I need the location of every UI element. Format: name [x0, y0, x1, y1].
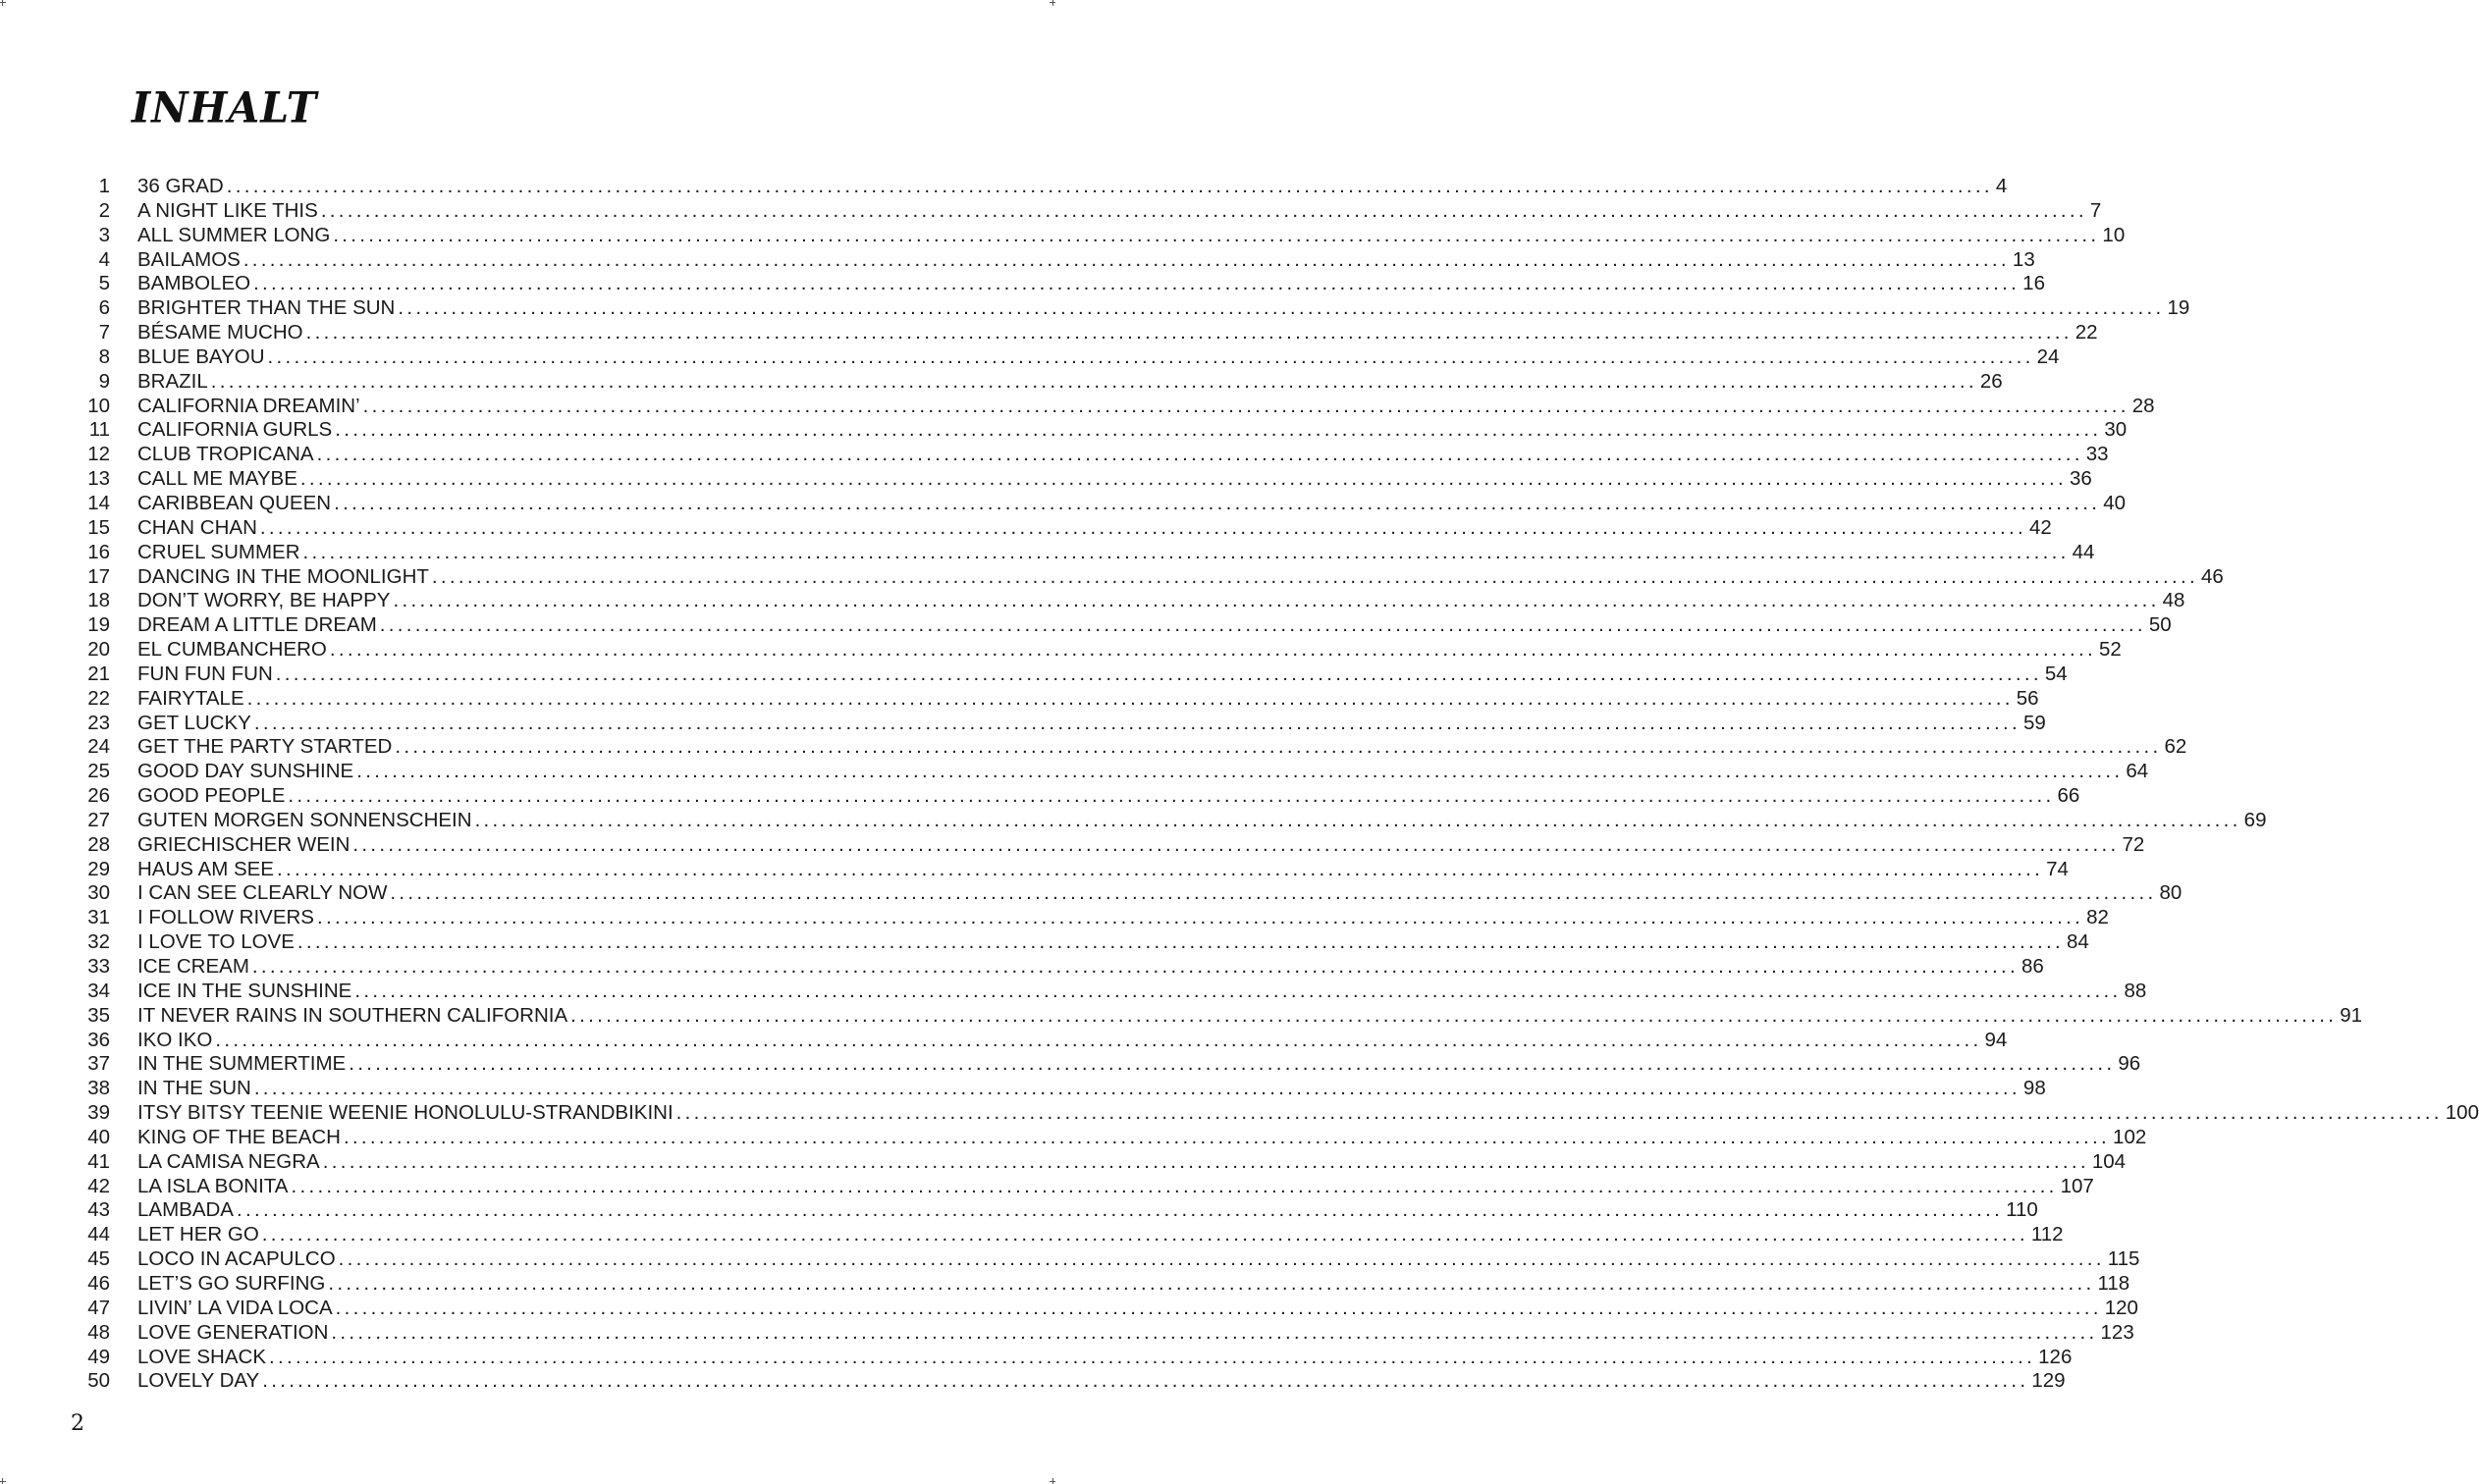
entry-number: 8: [98, 344, 110, 368]
dot-leader: ........................................................................................................................................................................................................: [269, 1345, 2036, 1368]
entry-page: 98: [2022, 1077, 2046, 1100]
entry-number: 13: [87, 467, 110, 491]
entry-page: 66: [2057, 784, 2080, 808]
dot-leader: ........................................................................................................................................................................................................: [334, 491, 2101, 514]
entry-title: GRIECHISCHER WEIN: [137, 832, 350, 856]
entry-page: 110: [2006, 1198, 2038, 1222]
dot-leader: ........................................................................................................................................................................................................: [349, 1052, 2116, 1076]
toc-entry[interactable]: [79, 686, 2039, 712]
dot-leader: ........................................................................................................................................................................................................: [343, 1125, 2111, 1148]
entry-number: 34: [87, 979, 110, 1002]
toc-entry[interactable]: [79, 443, 2109, 467]
entry-page: 107: [2060, 1174, 2094, 1197]
dot-leader: ........................................................................................................................................................................................................: [277, 857, 2044, 880]
dot-leader: ........................................................................................................................................................................................................: [390, 881, 2157, 905]
entry-number: 32: [87, 930, 110, 954]
table-of-contents: [79, 175, 2479, 1394]
dot-leader: ........................................................................................................................................................................................................: [335, 418, 2102, 442]
entry-title: A NIGHT LIKE THIS: [137, 198, 318, 222]
toc-entry[interactable]: [79, 1369, 2066, 1394]
entry-title: ICE CREAM: [137, 955, 249, 978]
entry-page: 24: [2036, 344, 2060, 368]
toc-entry[interactable]: [79, 198, 2102, 224]
toc-entry[interactable]: [79, 1125, 2147, 1150]
entry-page: 72: [2122, 832, 2145, 856]
toc-entry[interactable]: [79, 1223, 2064, 1247]
entry-page: 46: [2201, 564, 2224, 588]
entry-title: IKO IKO: [137, 1028, 213, 1051]
dot-leader: ........................................................................................................................................................................................................: [354, 979, 2122, 1002]
entry-number: 15: [87, 515, 110, 539]
toc-entry[interactable]: [79, 1296, 2138, 1321]
entry-page: 48: [2162, 589, 2185, 612]
entry-title: CALIFORNIA GURLS: [137, 418, 333, 442]
entry-number: 28: [87, 832, 110, 856]
entry-number: 10: [87, 394, 110, 417]
entry-page: 56: [2016, 686, 2039, 710]
entry-number: 35: [87, 1003, 110, 1027]
entry-number: 1: [98, 175, 110, 197]
entry-page: 104: [2091, 1149, 2127, 1173]
toc-entry[interactable]: [79, 808, 2267, 833]
dot-leader: ........................................................................................................................................................................................................: [296, 930, 2065, 954]
toc-entry[interactable]: [79, 979, 2147, 1004]
entry-page: 88: [2124, 979, 2147, 1002]
entry-page: 22: [2075, 321, 2098, 344]
toc-entry[interactable]: [79, 1149, 2127, 1175]
toc-entry[interactable]: [79, 491, 2126, 516]
dot-leader: ........................................................................................................................................................................................................: [356, 760, 2124, 783]
entry-number: 23: [87, 711, 110, 734]
entry-page: 120: [2104, 1296, 2138, 1319]
toc-entry[interactable]: [79, 418, 2128, 443]
dot-leader: ........................................................................................................................................................................................................: [395, 735, 2162, 759]
entry-page: 4: [1995, 175, 2008, 197]
entry-title: FUN FUN FUN: [137, 662, 273, 685]
dot-leader: ........................................................................................................................................................................................................: [333, 223, 2100, 246]
dot-leader: ........................................................................................................................................................................................................: [320, 198, 2087, 222]
dot-leader: ........................................................................................................................................................................................................: [253, 272, 2021, 295]
dot-leader: ........................................................................................................................................................................................................: [675, 1101, 2443, 1125]
dot-leader: ........................................................................................................................................................................................................: [288, 784, 2055, 808]
entry-number: 30: [87, 881, 110, 905]
crop-mark: [1052, 1478, 1053, 1484]
entry-page: 115: [2107, 1247, 2140, 1271]
toc-entry[interactable]: [79, 589, 2185, 613]
entry-page: 96: [2118, 1052, 2141, 1076]
entry-page: 69: [2243, 808, 2267, 831]
dot-leader: ........................................................................................................................................................................................................: [316, 443, 2083, 466]
entry-number: 6: [98, 296, 110, 320]
entry-number: 27: [87, 808, 110, 831]
entry-title: BAILAMOS: [137, 247, 241, 271]
toc-entry[interactable]: [79, 515, 2052, 541]
entry-number: 21: [87, 662, 110, 685]
entry-title: BLUE BAYOU: [137, 344, 265, 368]
entry-number: 41: [87, 1149, 110, 1173]
dot-leader: ........................................................................................................................................................................................................: [316, 906, 2084, 929]
dot-leader: ........................................................................................................................................................................................................: [302, 540, 2070, 563]
entry-title: 36 GRAD: [137, 175, 224, 197]
entry-page: 82: [2086, 906, 2109, 929]
entry-title: I FOLLOW RIVERS: [137, 906, 314, 929]
entry-number: 18: [87, 589, 110, 612]
dot-leader: ........................................................................................................................................................................................................: [253, 1077, 2021, 1100]
entry-number: 12: [87, 443, 110, 466]
entry-title: BÉSAME MUCHO: [137, 321, 303, 344]
toc-entry[interactable]: [79, 857, 2069, 882]
entry-page: 102: [2113, 1125, 2147, 1148]
toc-entry[interactable]: [79, 1077, 2046, 1101]
entry-title: I CAN SEE CLEARLY NOW: [137, 881, 388, 905]
entry-page: 62: [2164, 735, 2187, 759]
toc-entry[interactable]: [79, 321, 2098, 345]
entry-number: 33: [87, 955, 110, 978]
entry-page: 52: [2099, 638, 2122, 662]
entry-number: 22: [87, 686, 110, 710]
entry-title: IN THE SUN: [137, 1077, 251, 1100]
toc-entry[interactable]: [79, 955, 2044, 980]
entry-page: 118: [2097, 1271, 2130, 1295]
entry-title: CLUB TROPICANA: [137, 443, 314, 466]
entry-page: 59: [2022, 711, 2046, 734]
dot-leader: ........................................................................................................................................................................................................: [291, 1174, 2058, 1197]
toc-entry[interactable]: [79, 344, 2060, 370]
entry-number: 42: [87, 1174, 110, 1197]
entry-page: 7: [2089, 198, 2102, 222]
toc-entry[interactable]: [79, 906, 2109, 930]
entry-number: 45: [87, 1247, 110, 1271]
entry-number: 2: [98, 198, 110, 222]
entry-title: FAIRYTALE: [137, 686, 244, 710]
toc-entry[interactable]: [79, 467, 2092, 492]
entry-title: LOVE SHACK: [137, 1345, 267, 1368]
dot-leader: ........................................................................................................................................................................................................: [215, 1028, 1982, 1051]
toc-entry[interactable]: [79, 394, 2155, 419]
dot-leader: ........................................................................................................................................................................................................: [236, 1198, 2004, 1222]
entry-page: 44: [2072, 540, 2095, 563]
toc-entry[interactable]: [79, 711, 2046, 736]
crop-mark: [2, 0, 3, 6]
toc-entry[interactable]: [79, 662, 2068, 687]
entry-title: CALL ME MAYBE: [137, 467, 297, 491]
entry-number: 16: [87, 540, 110, 563]
entry-title: CRUEL SUMMER: [137, 540, 300, 563]
entry-number: 3: [98, 223, 110, 246]
entry-page: 112: [2030, 1223, 2064, 1246]
toc-entry[interactable]: [79, 175, 2008, 199]
dot-leader: ........................................................................................................................................................................................................: [393, 589, 2160, 612]
entry-page: 50: [2148, 613, 2172, 637]
entry-page: 30: [2104, 418, 2128, 442]
entry-page: 13: [2012, 247, 2035, 271]
entry-title: LA ISLA BONITA: [137, 1174, 289, 1197]
entry-number: 47: [87, 1296, 110, 1319]
toc-entry[interactable]: [79, 1174, 2094, 1199]
crop-mark: [2, 1478, 3, 1484]
toc-entry[interactable]: [79, 1052, 2141, 1077]
toc-entry[interactable]: [79, 540, 2095, 565]
page-title: INHALT: [132, 82, 318, 133]
entry-title: BRAZIL: [137, 369, 208, 393]
toc-entry[interactable]: [79, 1345, 2073, 1370]
dot-leader: ........................................................................................................................................................................................................: [331, 1320, 2098, 1344]
entry-page: 129: [2031, 1369, 2066, 1393]
entry-page: 16: [2022, 272, 2045, 295]
entry-title: GUTEN MORGEN SONNENSCHEIN: [137, 808, 472, 831]
entry-page: 94: [1984, 1028, 2008, 1051]
toc-entry[interactable]: [79, 832, 2145, 858]
dot-leader: ........................................................................................................................................................................................................: [253, 711, 2021, 734]
toc-entry[interactable]: [79, 1101, 2479, 1126]
entry-number: 24: [87, 735, 110, 759]
entry-title: KING OF THE BEACH: [137, 1125, 341, 1148]
entry-title: IN THE SUMMERTIME: [137, 1052, 347, 1076]
toc-entry[interactable]: [79, 1003, 2363, 1029]
entry-page: 86: [2021, 955, 2044, 978]
entry-title: LOCO IN ACAPULCO: [137, 1247, 336, 1271]
entry-number: 19: [87, 613, 110, 637]
dot-leader: ........................................................................................................................................................................................................: [328, 1271, 2095, 1295]
entry-title: HAUS AM SEE: [137, 857, 274, 880]
dot-leader: ........................................................................................................................................................................................................: [335, 1296, 2102, 1319]
toc-entry[interactable]: [79, 296, 2190, 321]
entry-title: DON’T WORRY, BE HAPPY: [137, 589, 391, 612]
toc-entry[interactable]: [79, 613, 2172, 638]
entry-title: I LOVE TO LOVE: [137, 930, 295, 954]
dot-leader: ........................................................................................................................................................................................................: [299, 467, 2068, 491]
dot-leader: ........................................................................................................................................................................................................: [243, 247, 2010, 271]
page-number: 2: [71, 1411, 84, 1436]
entry-title: GOOD DAY SUNSHINE: [137, 760, 354, 783]
dot-leader: ........................................................................................................................................................................................................: [261, 1223, 2028, 1246]
entry-title: EL CUMBANCHERO: [137, 638, 327, 662]
dot-leader: ........................................................................................................................................................................................................: [570, 1003, 2338, 1027]
dot-leader: ........................................................................................................................................................................................................: [379, 613, 2146, 637]
toc-entry[interactable]: [79, 272, 2045, 296]
entry-title: LAMBADA: [137, 1198, 234, 1222]
entry-number: 40: [87, 1125, 110, 1148]
entry-number: 9: [98, 369, 110, 393]
entry-title: BRIGHTER THAN THE SUN: [137, 296, 396, 320]
toc-entry[interactable]: [79, 1320, 2134, 1346]
toc-entry[interactable]: [79, 881, 2183, 906]
toc-entry[interactable]: [79, 1271, 2130, 1297]
entry-number: 7: [98, 321, 110, 344]
entry-page: 126: [2038, 1345, 2073, 1368]
entry-number: 49: [87, 1345, 110, 1368]
toc-entry[interactable]: [79, 735, 2187, 760]
entry-page: 100: [2445, 1101, 2479, 1125]
dot-leader: ........................................................................................................................................................................................................: [338, 1247, 2105, 1271]
entry-page: 64: [2126, 760, 2149, 783]
entry-title: LIVIN’ LA VIDA LOCA: [137, 1296, 333, 1319]
entry-page: 10: [2102, 223, 2126, 246]
entry-number: 46: [87, 1271, 110, 1295]
entry-number: 39: [87, 1101, 110, 1125]
entry-number: 14: [87, 491, 110, 514]
entry-page: 42: [2028, 515, 2052, 539]
entry-number: 38: [87, 1077, 110, 1100]
dot-leader: ........................................................................................................................................................................................................: [267, 344, 2034, 368]
entry-title: LA CAMISA NEGRA: [137, 1149, 320, 1173]
dot-leader: ........................................................................................................................................................................................................: [210, 369, 1977, 393]
dot-leader: ........................................................................................................................................................................................................: [259, 515, 2026, 539]
entry-title: CHAN CHAN: [137, 515, 257, 539]
entry-number: 26: [87, 784, 110, 808]
toc-entry[interactable]: [79, 930, 2089, 955]
toc-entry[interactable]: [79, 564, 2224, 590]
entry-page: 80: [2159, 881, 2183, 905]
entry-number: 31: [87, 906, 110, 929]
toc-entry[interactable]: [79, 369, 2003, 395]
entry-number: 17: [87, 564, 110, 588]
entry-title: LOVE GENERATION: [137, 1320, 329, 1344]
toc-entry[interactable]: [79, 784, 2080, 809]
toc-entry[interactable]: [79, 638, 2122, 662]
entry-page: 26: [1979, 369, 2003, 393]
entry-title: LOVELY DAY: [137, 1369, 260, 1393]
entry-title: DREAM A LITTLE DREAM: [137, 613, 377, 637]
entry-number: 25: [87, 760, 110, 783]
entry-title: GOOD PEOPLE: [137, 784, 286, 808]
entry-page: 74: [2046, 857, 2069, 880]
entry-number: 36: [87, 1028, 110, 1051]
toc-entry[interactable]: [79, 760, 2149, 784]
entry-page: 40: [2103, 491, 2126, 514]
crop-mark: [0, 1481, 6, 1482]
toc-entry[interactable]: [79, 1028, 2008, 1053]
dot-leader: ........................................................................................................................................................................................................: [322, 1149, 2089, 1173]
entry-title: CARIBBEAN QUEEN: [137, 491, 332, 514]
entry-title: ICE IN THE SUNSHINE: [137, 979, 352, 1002]
dot-leader: ........................................................................................................................................................................................................: [474, 808, 2241, 831]
entry-number: 29: [87, 857, 110, 880]
crop-mark: [0, 2, 6, 3]
entry-number: 4: [98, 247, 110, 271]
dot-leader: ........................................................................................................................................................................................................: [251, 955, 2020, 978]
entry-number: 11: [88, 418, 110, 442]
entry-title: ITSY BITSY TEENIE WEENIE HONOLULU-STRANDBIKINI: [137, 1101, 674, 1125]
dot-leader: ........................................................................................................................................................................................................: [352, 832, 2120, 856]
entry-number: 48: [87, 1320, 110, 1344]
entry-title: LET HER GO: [137, 1223, 259, 1246]
entry-page: 91: [2340, 1003, 2363, 1027]
entry-page: 33: [2085, 443, 2109, 466]
dot-leader: ........................................................................................................................................................................................................: [226, 175, 1993, 197]
crop-mark: [1052, 0, 1053, 6]
dot-leader: ........................................................................................................................................................................................................: [246, 686, 2014, 710]
toc-entry[interactable]: [79, 1247, 2140, 1272]
entry-page: 19: [2167, 296, 2190, 320]
toc-entry[interactable]: [79, 1198, 2038, 1223]
entry-page: 36: [2070, 467, 2092, 491]
entry-number: 37: [87, 1052, 110, 1076]
entry-title: GET LUCKY: [137, 711, 251, 734]
dot-leader: ........................................................................................................................................................................................................: [431, 564, 2198, 588]
dot-leader: ........................................................................................................................................................................................................: [262, 1369, 2029, 1393]
entry-number: 43: [87, 1198, 110, 1222]
entry-number: 50: [87, 1369, 110, 1393]
toc-entry[interactable]: [79, 223, 2126, 248]
entry-title: LET’S GO SURFING: [137, 1271, 326, 1295]
dot-leader: ........................................................................................................................................................................................................: [275, 662, 2042, 685]
entry-number: 5: [98, 272, 110, 295]
entry-page: 123: [2100, 1320, 2134, 1344]
entry-page: 28: [2131, 394, 2155, 417]
entry-page: 54: [2044, 662, 2068, 685]
entry-page: 84: [2067, 930, 2089, 954]
dot-leader: ........................................................................................................................................................................................................: [305, 321, 2073, 344]
entry-title: ALL SUMMER LONG: [137, 223, 331, 246]
entry-number: 20: [87, 638, 110, 662]
dot-leader: ........................................................................................................................................................................................................: [398, 296, 2165, 320]
entry-number: 44: [87, 1223, 110, 1246]
entry-title: DANCING IN THE MOONLIGHT: [137, 564, 429, 588]
entry-title: GET THE PARTY STARTED: [137, 735, 393, 759]
toc-entry[interactable]: [79, 247, 2035, 273]
entry-title: IT NEVER RAINS IN SOUTHERN CALIFORNIA: [137, 1003, 568, 1027]
entry-title: BAMBOLEO: [137, 272, 251, 295]
dot-leader: ........................................................................................................................................................................................................: [329, 638, 2096, 662]
entry-title: CALIFORNIA DREAMIN’: [137, 394, 360, 417]
dot-leader: ........................................................................................................................................................................................................: [362, 394, 2129, 417]
